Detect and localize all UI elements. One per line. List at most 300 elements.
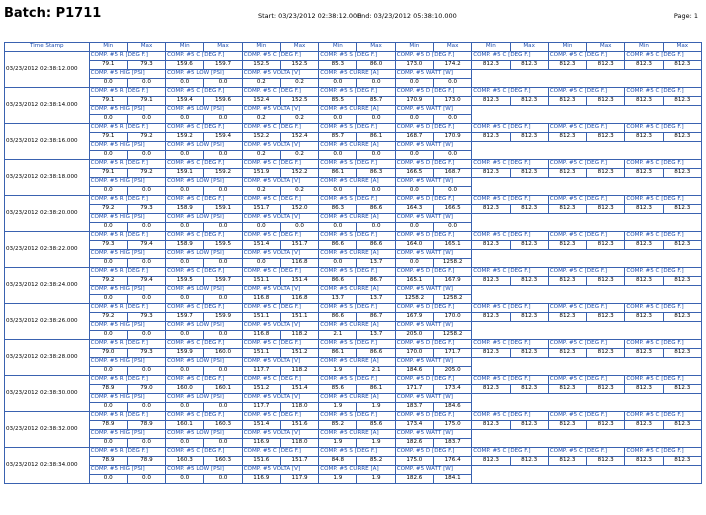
- value-cell: 812.3: [625, 385, 663, 394]
- value-cell: 0.0: [242, 223, 280, 232]
- value-cell: 86.6: [319, 313, 357, 322]
- value-cell: 86.6: [319, 277, 357, 286]
- channel-label: COMP. #5 C [DEG F.]: [166, 340, 243, 349]
- empty-cell: [472, 70, 702, 88]
- value-cell: 84.8: [319, 457, 357, 466]
- value-cell: 812.3: [548, 349, 586, 358]
- channel-label: COMP. #5 R [DEG F.]: [89, 52, 166, 61]
- value-cell: 0.2: [242, 151, 280, 160]
- value-cell: 812.3: [625, 169, 663, 178]
- channel-label: COMP. #5 CURRE [A]: [319, 358, 396, 367]
- value-cell: 85.7: [319, 133, 357, 142]
- table-row: [5, 430, 702, 439]
- table-row: [5, 61, 702, 70]
- value-cell: 79.4: [127, 277, 165, 286]
- value-cell: 173.0: [433, 97, 471, 106]
- value-cell: 165.1: [433, 241, 471, 250]
- value-cell: 812.3: [472, 133, 510, 142]
- value-cell: 117.7: [242, 367, 280, 376]
- value-cell: 1258.2: [433, 331, 471, 340]
- channel-label: COMP. #5 R [DEG F.]: [89, 196, 166, 205]
- value-cell: 152.4: [242, 97, 280, 106]
- channel-label: COMP. #5 LOW [PSI]: [166, 214, 243, 223]
- value-cell: 175.0: [395, 457, 433, 466]
- value-cell: 85.6: [319, 385, 357, 394]
- value-cell: 160.0: [166, 385, 204, 394]
- channel-label: COMP. #5 C [DEG F.]: [625, 268, 702, 277]
- value-cell: 173.4: [395, 421, 433, 430]
- value-cell: 812.3: [548, 277, 586, 286]
- table-row: [5, 376, 702, 385]
- channel-label: COMP. #5 C [DEG F.]: [548, 160, 625, 169]
- value-cell: 0.0: [89, 367, 127, 376]
- value-cell: 0.0: [166, 403, 204, 412]
- value-cell: 85.6: [357, 421, 395, 430]
- channel-label: COMP. #5 HIG [PSI]: [89, 106, 166, 115]
- value-cell: 0.0: [357, 151, 395, 160]
- value-cell: 79.2: [89, 313, 127, 322]
- channel-label: COMP. #5 R [DEG F.]: [89, 160, 166, 169]
- value-cell: 0.0: [204, 151, 242, 160]
- channel-label: COMP. #5 C [DEG F.]: [166, 268, 243, 277]
- value-cell: 812.3: [510, 133, 548, 142]
- channel-label: COMP. #5 LOW [PSI]: [166, 286, 243, 295]
- table-row: [5, 97, 702, 106]
- channel-label: COMP. #5 D [DEG F.]: [395, 196, 472, 205]
- empty-cell: [472, 142, 702, 160]
- channel-label: COMP. #5 S [DEG F.]: [319, 52, 396, 61]
- value-cell: 812.3: [587, 385, 625, 394]
- value-cell: 0.0: [433, 79, 471, 88]
- table-row: [5, 457, 702, 466]
- channel-label: COMP. #5 C [DEG F.]: [472, 160, 549, 169]
- value-cell: 159.1: [166, 169, 204, 178]
- value-cell: 0.0: [127, 151, 165, 160]
- channel-label: COMP. #5 C [DEG F.]: [472, 52, 549, 61]
- value-cell: 151.7: [280, 241, 318, 250]
- channel-label: COMP. #5 WATT [W]: [395, 466, 472, 475]
- value-cell: 0.0: [395, 223, 433, 232]
- value-cell: 812.3: [663, 133, 701, 142]
- value-cell: 79.1: [127, 97, 165, 106]
- channel-label: COMP. #5 VOLTA [V]: [242, 430, 319, 439]
- value-cell: 812.3: [587, 313, 625, 322]
- channel-label: COMP. #5 C [DEG F.]: [472, 304, 549, 313]
- channel-label: COMP. #5 VOLTA [V]: [242, 286, 319, 295]
- value-cell: 0.0: [357, 223, 395, 232]
- value-cell: 159.5: [204, 241, 242, 250]
- value-cell: 151.6: [280, 421, 318, 430]
- value-cell: 812.3: [663, 241, 701, 250]
- channel-label: COMP. #5 C [DEG F.]: [166, 124, 243, 133]
- value-cell: 0.0: [89, 475, 127, 484]
- value-cell: 812.3: [587, 421, 625, 430]
- channel-label: COMP. #5 HIG [PSI]: [89, 214, 166, 223]
- value-cell: 86.3: [319, 205, 357, 214]
- value-cell: 160.1: [166, 421, 204, 430]
- value-cell: 79.3: [127, 61, 165, 70]
- value-cell: 205.0: [395, 331, 433, 340]
- value-cell: 160.3: [166, 457, 204, 466]
- channel-label: COMP. #5 C [DEG F.]: [166, 88, 243, 97]
- value-cell: 1258.2: [433, 295, 471, 304]
- channel-label: COMP. #5 C [DEG F.]: [242, 88, 319, 97]
- channel-label: COMP. #5 D [DEG F.]: [395, 376, 472, 385]
- timestamp-cell: 03/23/2012 02:38:32.000: [5, 412, 90, 448]
- timestamp-column-header: Time Stamp: [5, 43, 90, 52]
- channel-label: COMP. #5 C [DEG F.]: [625, 88, 702, 97]
- channel-label: COMP. #5 C [DEG F.]: [472, 376, 549, 385]
- value-cell: 0.0: [127, 295, 165, 304]
- empty-cell: [472, 322, 702, 340]
- table-row: [5, 133, 702, 142]
- channel-label: COMP. #5 VOLTA [V]: [242, 394, 319, 403]
- max-column-header: Max: [663, 43, 701, 52]
- channel-label: COMP. #5 S [DEG F.]: [319, 448, 396, 457]
- max-column-header: Max: [433, 43, 471, 52]
- value-cell: 159.4: [166, 97, 204, 106]
- value-cell: 78.9: [89, 421, 127, 430]
- channel-label: COMP. #5 CURRE [A]: [319, 70, 396, 79]
- value-cell: 166.5: [433, 205, 471, 214]
- value-cell: 0.0: [357, 115, 395, 124]
- max-column-header: Max: [587, 43, 625, 52]
- value-cell: 0.0: [127, 223, 165, 232]
- table-row: [5, 412, 702, 421]
- timestamp-cell: 03/23/2012 02:38:22.000: [5, 232, 90, 268]
- value-cell: 0.0: [127, 475, 165, 484]
- start-time: Start: 03/23/2012 02:38:12.000: [258, 12, 362, 20]
- value-cell: 159.4: [204, 133, 242, 142]
- timestamp-cell: 03/23/2012 02:38:24.000: [5, 268, 90, 304]
- channel-label: COMP. #5 C [DEG F.]: [625, 124, 702, 133]
- value-cell: 79.1: [89, 169, 127, 178]
- value-cell: 1258.2: [433, 259, 471, 268]
- table-row: [5, 196, 702, 205]
- value-cell: 812.3: [472, 205, 510, 214]
- channel-label: COMP. #5 C [DEG F.]: [242, 448, 319, 457]
- value-cell: 1.9: [319, 439, 357, 448]
- channel-label: COMP. #5 LOW [PSI]: [166, 322, 243, 331]
- value-cell: 1.9: [319, 367, 357, 376]
- channel-label: COMP. #5 LOW [PSI]: [166, 358, 243, 367]
- end-time: End: 03/23/2012 05:38:10.000: [357, 12, 457, 20]
- channel-label: COMP. #5 LOW [PSI]: [166, 178, 243, 187]
- value-cell: 159.1: [204, 205, 242, 214]
- value-cell: 0.0: [319, 259, 357, 268]
- table-row: [5, 313, 702, 322]
- max-column-header: Max: [127, 43, 165, 52]
- value-cell: 79.0: [127, 385, 165, 394]
- value-cell: 86.1: [319, 349, 357, 358]
- value-cell: 116.8: [280, 259, 318, 268]
- value-cell: 158.9: [166, 241, 204, 250]
- value-cell: 151.4: [242, 241, 280, 250]
- channel-label: COMP. #5 WATT [W]: [395, 394, 472, 403]
- value-cell: 86.1: [357, 133, 395, 142]
- value-cell: 2.1: [319, 331, 357, 340]
- channel-label: COMP. #5 C [DEG F.]: [166, 196, 243, 205]
- value-cell: 812.3: [472, 421, 510, 430]
- channel-label: COMP. #5 LOW [PSI]: [166, 394, 243, 403]
- channel-label: COMP. #5 R [DEG F.]: [89, 88, 166, 97]
- channel-label: COMP. #5 CURRE [A]: [319, 394, 396, 403]
- value-cell: 13.7: [319, 295, 357, 304]
- channel-label: COMP. #5 C [DEG F.]: [166, 304, 243, 313]
- channel-label: COMP. #5 WATT [W]: [395, 70, 472, 79]
- channel-label: COMP. #5 C [DEG F.]: [625, 448, 702, 457]
- value-cell: 812.3: [472, 457, 510, 466]
- value-cell: 160.1: [204, 385, 242, 394]
- value-cell: 0.0: [204, 187, 242, 196]
- channel-label: COMP. #5 HIG [PSI]: [89, 466, 166, 475]
- value-cell: 159.7: [166, 313, 204, 322]
- value-cell: 812.3: [663, 61, 701, 70]
- value-cell: 79.1: [89, 97, 127, 106]
- value-cell: 0.0: [89, 151, 127, 160]
- value-cell: 171.7: [395, 385, 433, 394]
- value-cell: 0.0: [395, 259, 433, 268]
- channel-label: COMP. #5 C [DEG F.]: [242, 52, 319, 61]
- channel-label: COMP. #5 C [DEG F.]: [472, 448, 549, 457]
- timestamp-cell: 03/23/2012 02:38:12.000: [5, 52, 90, 88]
- value-cell: 0.0: [127, 331, 165, 340]
- table-row: [5, 268, 702, 277]
- value-cell: 0.0: [89, 259, 127, 268]
- channel-label: COMP. #5 HIG [PSI]: [89, 250, 166, 259]
- value-cell: 0.0: [127, 79, 165, 88]
- value-cell: 151.1: [242, 349, 280, 358]
- channel-label: COMP. #5 C [DEG F.]: [548, 412, 625, 421]
- value-cell: 167.9: [395, 313, 433, 322]
- channel-label: COMP. #5 C [DEG F.]: [625, 412, 702, 421]
- max-column-header: Max: [357, 43, 395, 52]
- value-cell: 0.0: [127, 115, 165, 124]
- value-cell: 13.7: [357, 259, 395, 268]
- value-cell: 812.3: [472, 349, 510, 358]
- timestamp-cell: 03/23/2012 02:38:16.000: [5, 124, 90, 160]
- value-cell: 151.7: [280, 457, 318, 466]
- channel-label: COMP. #5 C [DEG F.]: [242, 304, 319, 313]
- table-row: [5, 142, 702, 151]
- channel-label: COMP. #5 R [DEG F.]: [89, 304, 166, 313]
- value-cell: 13.7: [357, 295, 395, 304]
- value-cell: 1.9: [357, 439, 395, 448]
- value-cell: 0.0: [204, 295, 242, 304]
- value-cell: 0.0: [319, 79, 357, 88]
- value-cell: 1.9: [319, 403, 357, 412]
- channel-label: COMP. #5 HIG [PSI]: [89, 394, 166, 403]
- channel-label: COMP. #5 C [DEG F.]: [242, 232, 319, 241]
- value-cell: 13.7: [357, 331, 395, 340]
- value-cell: 78.9: [89, 457, 127, 466]
- value-cell: 0.2: [280, 79, 318, 88]
- value-cell: 0.0: [166, 295, 204, 304]
- value-cell: 812.3: [625, 313, 663, 322]
- value-cell: 812.3: [625, 97, 663, 106]
- timestamp-cell: 03/23/2012 02:38:14.000: [5, 88, 90, 124]
- value-cell: 812.3: [625, 205, 663, 214]
- table-row: [5, 448, 702, 457]
- table-row: [5, 106, 702, 115]
- channel-label: COMP. #5 WATT [W]: [395, 178, 472, 187]
- value-cell: 0.0: [357, 187, 395, 196]
- channel-label: COMP. #5 S [DEG F.]: [319, 88, 396, 97]
- value-cell: 0.0: [395, 187, 433, 196]
- channel-label: COMP. #5 CURRE [A]: [319, 142, 396, 151]
- empty-cell: [472, 286, 702, 304]
- empty-cell: [472, 250, 702, 268]
- value-cell: 0.0: [166, 439, 204, 448]
- channel-label: COMP. #5 CURRE [A]: [319, 214, 396, 223]
- value-cell: 184.6: [433, 403, 471, 412]
- value-cell: 86.7: [357, 277, 395, 286]
- min-column-header: Min: [472, 43, 510, 52]
- value-cell: 170.0: [395, 349, 433, 358]
- value-cell: 812.3: [587, 169, 625, 178]
- value-cell: 173.4: [433, 385, 471, 394]
- value-cell: 812.3: [587, 349, 625, 358]
- value-cell: 812.3: [663, 313, 701, 322]
- channel-label: COMP. #5 LOW [PSI]: [166, 70, 243, 79]
- table-row: [5, 349, 702, 358]
- channel-label: COMP. #5 C [DEG F.]: [472, 124, 549, 133]
- table-row: [5, 466, 702, 475]
- table-row: [5, 277, 702, 286]
- value-cell: 0.0: [127, 367, 165, 376]
- value-cell: 0.2: [280, 115, 318, 124]
- channel-label: COMP. #5 S [DEG F.]: [319, 340, 396, 349]
- value-cell: 86.3: [357, 169, 395, 178]
- value-cell: 159.7: [204, 61, 242, 70]
- channel-label: COMP. #5 C [DEG F.]: [166, 232, 243, 241]
- value-cell: 1.9: [357, 475, 395, 484]
- value-cell: 79.3: [89, 241, 127, 250]
- channel-label: COMP. #5 HIG [PSI]: [89, 70, 166, 79]
- channel-label: COMP. #5 C [DEG F.]: [625, 304, 702, 313]
- value-cell: 812.3: [625, 61, 663, 70]
- timestamp-cell: 03/23/2012 02:38:20.000: [5, 196, 90, 232]
- channel-label: COMP. #5 LOW [PSI]: [166, 106, 243, 115]
- max-column-header: Max: [280, 43, 318, 52]
- channel-label: COMP. #5 C [DEG F.]: [242, 376, 319, 385]
- channel-label: COMP. #5 VOLTA [V]: [242, 358, 319, 367]
- channel-label: COMP. #5 WATT [W]: [395, 214, 472, 223]
- channel-label: COMP. #5 D [DEG F.]: [395, 88, 472, 97]
- value-cell: 0.0: [127, 439, 165, 448]
- value-cell: 0.0: [166, 115, 204, 124]
- table-row: [5, 394, 702, 403]
- value-cell: 152.0: [280, 205, 318, 214]
- value-cell: 812.3: [472, 169, 510, 178]
- value-cell: 116.9: [242, 475, 280, 484]
- value-cell: 151.1: [242, 277, 280, 286]
- value-cell: 152.2: [242, 133, 280, 142]
- channel-label: COMP. #5 C [DEG F.]: [166, 160, 243, 169]
- table-row: [5, 160, 702, 169]
- channel-label: COMP. #5 R [DEG F.]: [89, 376, 166, 385]
- value-cell: 0.0: [204, 79, 242, 88]
- channel-label: COMP. #5 CURRE [A]: [319, 322, 396, 331]
- table-body: [5, 52, 702, 484]
- channel-label: COMP. #5 D [DEG F.]: [395, 340, 472, 349]
- value-cell: 812.3: [625, 421, 663, 430]
- channel-label: COMP. #5 LOW [PSI]: [166, 466, 243, 475]
- channel-label: COMP. #5 C [DEG F.]: [625, 232, 702, 241]
- value-cell: 79.1: [89, 61, 127, 70]
- value-cell: 86.1: [357, 385, 395, 394]
- channel-label: COMP. #5 VOLTA [V]: [242, 214, 319, 223]
- value-cell: 85.2: [357, 457, 395, 466]
- value-cell: 85.2: [319, 421, 357, 430]
- channel-label: COMP. #5 VOLTA [V]: [242, 178, 319, 187]
- value-cell: 0.2: [242, 187, 280, 196]
- table-row: [5, 70, 702, 79]
- value-cell: 118.0: [280, 403, 318, 412]
- channel-label: COMP. #5 LOW [PSI]: [166, 430, 243, 439]
- value-cell: 812.3: [663, 457, 701, 466]
- channel-label: COMP. #5 C [DEG F.]: [472, 196, 549, 205]
- table-row: [5, 304, 702, 313]
- value-cell: 152.5: [280, 97, 318, 106]
- value-cell: 812.3: [587, 457, 625, 466]
- value-cell: 0.2: [242, 115, 280, 124]
- empty-cell: [472, 358, 702, 376]
- value-cell: 0.2: [242, 79, 280, 88]
- value-cell: 812.3: [510, 349, 548, 358]
- value-cell: 0.0: [89, 403, 127, 412]
- value-cell: 0.0: [357, 79, 395, 88]
- channel-label: COMP. #5 R [DEG F.]: [89, 448, 166, 457]
- channel-label: COMP. #5 S [DEG F.]: [319, 196, 396, 205]
- timestamp-cell: 03/23/2012 02:38:18.000: [5, 160, 90, 196]
- value-cell: 86.7: [357, 313, 395, 322]
- min-column-header: Min: [89, 43, 127, 52]
- channel-label: COMP. #5 HIG [PSI]: [89, 286, 166, 295]
- channel-label: COMP. #5 C [DEG F.]: [242, 340, 319, 349]
- channel-label: COMP. #5 VOLTA [V]: [242, 106, 319, 115]
- value-cell: 167.9: [433, 277, 471, 286]
- channel-label: COMP. #5 C [DEG F.]: [472, 268, 549, 277]
- table-row: [5, 205, 702, 214]
- timestamp-cell: 03/23/2012 02:38:34.000: [5, 448, 90, 484]
- table-row: [5, 385, 702, 394]
- value-cell: 173.0: [395, 61, 433, 70]
- value-cell: 0.0: [204, 259, 242, 268]
- value-cell: 170.0: [433, 313, 471, 322]
- value-cell: 170.9: [395, 97, 433, 106]
- value-cell: 151.1: [242, 313, 280, 322]
- value-cell: 0.0: [319, 151, 357, 160]
- value-cell: 117.7: [242, 403, 280, 412]
- value-cell: 79.2: [127, 133, 165, 142]
- value-cell: 812.3: [548, 133, 586, 142]
- table-row: [5, 169, 702, 178]
- value-cell: 0.0: [89, 331, 127, 340]
- value-cell: 0.0: [204, 475, 242, 484]
- value-cell: 79.0: [89, 349, 127, 358]
- value-cell: 812.3: [472, 385, 510, 394]
- channel-label: COMP. #5 C [DEG F.]: [548, 52, 625, 61]
- value-cell: 812.3: [548, 385, 586, 394]
- value-cell: 0.0: [242, 259, 280, 268]
- value-cell: 812.3: [587, 133, 625, 142]
- value-cell: 812.3: [548, 169, 586, 178]
- channel-label: COMP. #5 WATT [W]: [395, 430, 472, 439]
- value-cell: 0.0: [395, 115, 433, 124]
- channel-label: COMP. #5 S [DEG F.]: [319, 304, 396, 313]
- value-cell: 85.5: [319, 97, 357, 106]
